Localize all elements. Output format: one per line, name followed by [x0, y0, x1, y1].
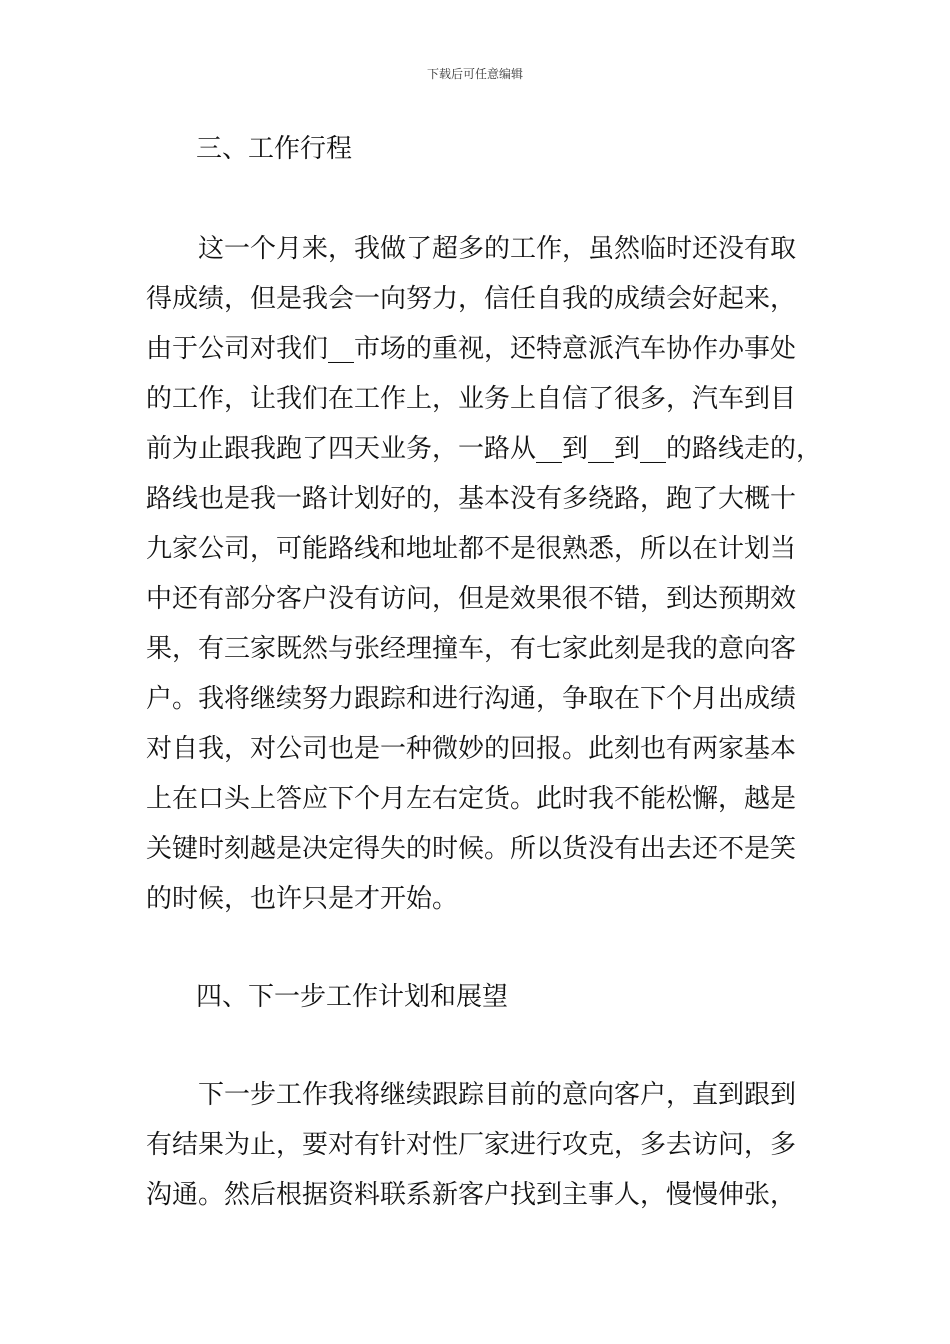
paragraph-line: 中还有部分客户没有访问，但是效果很不错，到达预期效	[146, 584, 797, 614]
paragraph-line: 由于公司对我们__市场的重视，还特意派汽车协作办事处	[146, 334, 797, 364]
section-heading-3: 三、工作行程	[196, 134, 353, 164]
section-3-paragraph	[146, 224, 826, 924]
paragraph-line: 果，有三家既然与张经理撞车，有七家此刻是我的意向客	[146, 634, 797, 664]
paragraph-line: 路线也是我一路计划好的，基本没有多绕路，跑了大概十	[146, 484, 797, 514]
paragraph-line: 沟通。然后根据资料联系新客户找到主事人，慢慢伸张，	[146, 1180, 797, 1210]
paragraph-line: 对自我，对公司也是一种微妙的回报。此刻也有两家基本	[146, 734, 797, 764]
paragraph-line: 有结果为止，要对有针对性厂家进行攻克，多去访问，多	[146, 1130, 797, 1160]
paragraph-line: 上在口头上答应下个月左右定货。此时我不能松懈，越是	[146, 784, 797, 814]
paragraph-line: 得成绩，但是我会一向努力，信任自我的成绩会好起来，	[146, 284, 797, 314]
section-heading-4: 四、下一步工作计划和展望	[196, 982, 509, 1012]
paragraph-line: 前为止跟我跑了四天业务，一路从__到__到__的路线走的，	[146, 434, 823, 464]
header-note: 下载后可任意编辑	[426, 67, 523, 81]
paragraph-line: 这一个月来，我做了超多的工作，虽然临时还没有取	[198, 234, 797, 264]
paragraph-line: 九家公司，可能路线和地址都不是很熟悉，所以在计划当	[146, 534, 797, 564]
section-4-paragraph	[146, 1070, 826, 1220]
paragraph-line: 的时候，也许只是才开始。	[146, 884, 459, 914]
paragraph-line: 户。我将继续努力跟踪和进行沟通，争取在下个月出成绩	[146, 684, 797, 714]
paragraph-line: 关键时刻越是决定得失的时候。所以货没有出去还不是笑	[146, 834, 797, 864]
paragraph-line: 下一步工作我将继续跟踪目前的意向客户，直到跟到	[198, 1080, 797, 1110]
paragraph-line: 的工作，让我们在工作上，业务上自信了很多，汽车到目	[146, 384, 797, 414]
